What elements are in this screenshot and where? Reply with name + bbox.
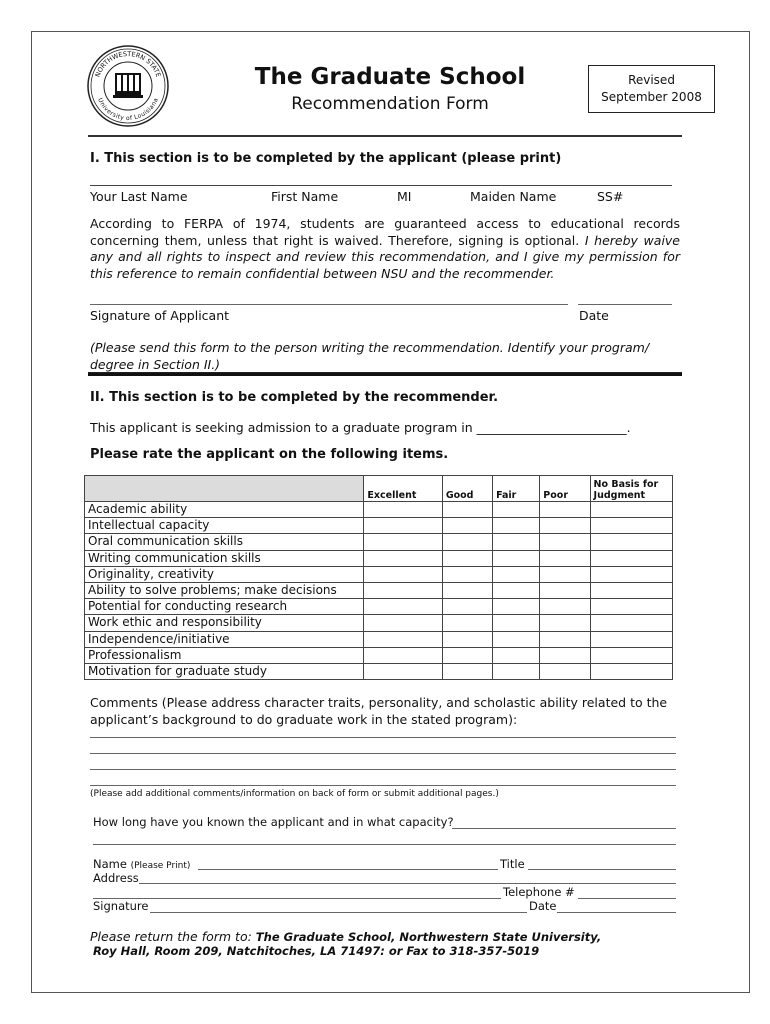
rating-cell[interactable] xyxy=(442,599,492,615)
rating-cell[interactable] xyxy=(364,631,442,647)
rating-cell[interactable] xyxy=(493,550,540,566)
rating-cell[interactable] xyxy=(540,582,590,598)
column-excellent: Excellent xyxy=(364,476,442,502)
rating-cell[interactable] xyxy=(590,582,672,598)
section-1-heading: I. This section is to be completed by the applicant (please print) xyxy=(90,151,562,166)
rating-cell[interactable] xyxy=(364,502,442,518)
rating-cell[interactable] xyxy=(493,631,540,647)
rating-cell[interactable] xyxy=(442,518,492,534)
rating-item-label: Intellectual capacity xyxy=(85,518,364,534)
rating-cell[interactable] xyxy=(540,599,590,615)
rating-cell[interactable] xyxy=(364,550,442,566)
rating-cell[interactable] xyxy=(442,550,492,566)
rating-cell[interactable] xyxy=(364,615,442,631)
rating-cell[interactable] xyxy=(590,647,672,663)
comments-line-4[interactable] xyxy=(90,785,676,786)
rating-cell[interactable] xyxy=(493,615,540,631)
rating-item-label: Ability to solve problems; make decisions xyxy=(85,582,364,598)
table-row xyxy=(85,582,673,598)
acquaintance-line-2[interactable] xyxy=(93,844,676,845)
rating-cell[interactable] xyxy=(493,599,540,615)
applicant-date-line[interactable] xyxy=(578,304,672,305)
university-seal-logo xyxy=(86,44,170,128)
table-row xyxy=(85,615,673,631)
table-row xyxy=(85,502,673,518)
rating-item-label: Work ethic and responsibility xyxy=(85,615,364,631)
acquaintance-question: How long have you known the applicant and in what capacity? xyxy=(93,815,454,829)
rating-cell[interactable] xyxy=(442,663,492,679)
rating-cell[interactable] xyxy=(540,615,590,631)
return-prefix: Please return the form to: xyxy=(90,929,252,944)
rating-cell[interactable] xyxy=(540,631,590,647)
rating-cell[interactable] xyxy=(364,534,442,550)
rating-item-label: Originality, creativity xyxy=(85,566,364,582)
rating-cell[interactable] xyxy=(590,663,672,679)
first-name-label: First Name xyxy=(271,189,339,204)
rating-cell[interactable] xyxy=(442,631,492,647)
rating-cell[interactable] xyxy=(590,518,672,534)
recommender-signature-line[interactable] xyxy=(150,912,527,913)
rating-cell[interactable] xyxy=(540,502,590,518)
rating-cell[interactable] xyxy=(493,502,540,518)
ratings-table xyxy=(84,475,673,680)
rating-cell[interactable] xyxy=(442,566,492,582)
mi-label: MI xyxy=(397,189,412,204)
rating-item-label: Professionalism xyxy=(85,647,364,663)
column-no-basis: No Basis for Judgment xyxy=(590,476,672,502)
rating-cell[interactable] xyxy=(590,615,672,631)
rating-cell[interactable] xyxy=(493,582,540,598)
additional-comments-note: (Please add additional comments/information on back of form or submit additional pages.) xyxy=(90,789,499,799)
name-line[interactable] xyxy=(198,869,498,870)
table-row xyxy=(85,550,673,566)
revised-label: Revised xyxy=(628,73,675,87)
rating-cell[interactable] xyxy=(540,550,590,566)
applicant-name-line[interactable] xyxy=(90,185,672,186)
rating-cell[interactable] xyxy=(364,582,442,598)
return-instructions xyxy=(90,929,601,944)
rating-item-label: Potential for conducting research xyxy=(85,599,364,615)
rating-cell[interactable] xyxy=(364,647,442,663)
column-poor: Poor xyxy=(540,476,590,502)
rating-cell[interactable] xyxy=(442,502,492,518)
rating-item-label: Motivation for graduate study xyxy=(85,663,364,679)
rating-cell[interactable] xyxy=(590,502,672,518)
section-divider xyxy=(88,372,682,376)
table-row xyxy=(85,518,673,534)
comments-label: Comments (Please address character traits, personality, and scholastic ability related to the applicant’s background to do graduate work in the stated program): xyxy=(90,695,668,727)
rating-cell[interactable] xyxy=(442,615,492,631)
rating-cell[interactable] xyxy=(493,647,540,663)
rating-heading: Please rate the applicant on the following items. xyxy=(90,447,449,462)
name-label: Name xyxy=(93,857,127,871)
table-row xyxy=(85,599,673,615)
program-seeking-text[interactable]: This applicant is seeking admission to a graduate program in ________________________. xyxy=(90,420,631,435)
applicant-signature-line[interactable] xyxy=(90,304,568,305)
address-label: Address xyxy=(93,871,139,885)
rating-cell[interactable] xyxy=(493,663,540,679)
recommender-name-label xyxy=(93,857,190,871)
table-row xyxy=(85,647,673,663)
recommender-date-line[interactable] xyxy=(557,912,676,913)
table-row xyxy=(85,663,673,679)
table-row xyxy=(85,566,673,582)
revised-box xyxy=(588,65,715,113)
rating-cell[interactable] xyxy=(493,566,540,582)
table-row xyxy=(85,534,673,550)
rating-cell[interactable] xyxy=(590,534,672,550)
ssn-label: SS# xyxy=(597,189,624,204)
applicant-date-label: Date xyxy=(579,308,609,323)
address-line-1[interactable] xyxy=(139,883,676,884)
rating-cell[interactable] xyxy=(590,599,672,615)
ratings-header-row xyxy=(85,476,673,502)
acquaintance-line-1[interactable] xyxy=(452,828,676,829)
rating-cell[interactable] xyxy=(590,566,672,582)
rating-cell[interactable] xyxy=(364,599,442,615)
rating-cell[interactable] xyxy=(442,534,492,550)
rating-cell[interactable] xyxy=(442,582,492,598)
svg-text:NORTHWESTERN STATE: NORTHWESTERN STATE xyxy=(93,49,163,79)
ferpa-waiver-text: I hereby waive any and all rights to inspect and review this recommendation, and I give my permission for this reference to remain confidential between NSU and the recommender. xyxy=(90,232,681,281)
svg-text:University of Louisiana: University of Louisiana xyxy=(96,97,160,123)
ferpa-text: According to FERPA of 1974, students are guaranteed access to educational records concerning them, unless that right is waived. Therefore, signing is optional. xyxy=(90,216,680,248)
ferpa-statement xyxy=(90,216,680,282)
rating-cell[interactable] xyxy=(493,518,540,534)
rating-cell[interactable] xyxy=(540,518,590,534)
return-address-line-1: The Graduate School, Northwestern State University, xyxy=(255,930,602,944)
rating-cell[interactable] xyxy=(493,534,540,550)
recommender-date-label: Date xyxy=(529,899,557,913)
rating-cell[interactable] xyxy=(590,550,672,566)
last-name-label: Your Last Name xyxy=(90,189,188,204)
rating-cell[interactable] xyxy=(540,534,590,550)
rating-cell[interactable] xyxy=(364,566,442,582)
applicant-signature-label: Signature of Applicant xyxy=(90,308,230,323)
name-print-note: (Please Print) xyxy=(130,861,191,871)
rating-cell[interactable] xyxy=(442,647,492,663)
column-fair: Fair xyxy=(493,476,540,502)
header-divider xyxy=(88,135,682,137)
applicant-instruction: (Please send this form to the person writing the recommendation. Identify your program/ degree in Section II.) xyxy=(90,340,650,372)
title-label: Title xyxy=(500,857,525,871)
form-subtitle: Recommendation Form xyxy=(291,94,489,114)
rating-cell[interactable] xyxy=(540,663,590,679)
table-row xyxy=(85,631,673,647)
rating-cell[interactable] xyxy=(540,566,590,582)
revised-date: September 2008 xyxy=(601,90,702,104)
rating-item-label: Oral communication skills xyxy=(85,534,364,550)
comments-line-1[interactable] xyxy=(90,737,676,738)
title-line[interactable] xyxy=(528,869,676,870)
maiden-name-label: Maiden Name xyxy=(470,189,557,204)
form-title: The Graduate School xyxy=(254,64,526,90)
telephone-line[interactable] xyxy=(578,898,676,899)
comments-line-2[interactable] xyxy=(90,753,676,754)
ratings-item-header xyxy=(85,476,364,502)
comments-line-3[interactable] xyxy=(90,769,676,770)
column-good: Good xyxy=(442,476,492,502)
telephone-label: Telephone # xyxy=(503,885,575,899)
rating-item-label: Writing communication skills xyxy=(85,550,364,566)
rating-item-label: Academic ability xyxy=(85,502,364,518)
rating-cell[interactable] xyxy=(364,518,442,534)
rating-cell[interactable] xyxy=(364,663,442,679)
rating-cell[interactable] xyxy=(590,631,672,647)
address-line-2[interactable] xyxy=(93,898,501,899)
section-2-heading: II. This section is to be completed by the recommender. xyxy=(90,390,499,405)
rating-cell[interactable] xyxy=(540,647,590,663)
rating-item-label: Independence/initiative xyxy=(85,631,364,647)
return-address-line-2: Roy Hall, Room 209, Natchitoches, LA 71497: or Fax to 318-357-5019 xyxy=(93,944,540,958)
recommender-signature-label: Signature xyxy=(93,899,149,913)
